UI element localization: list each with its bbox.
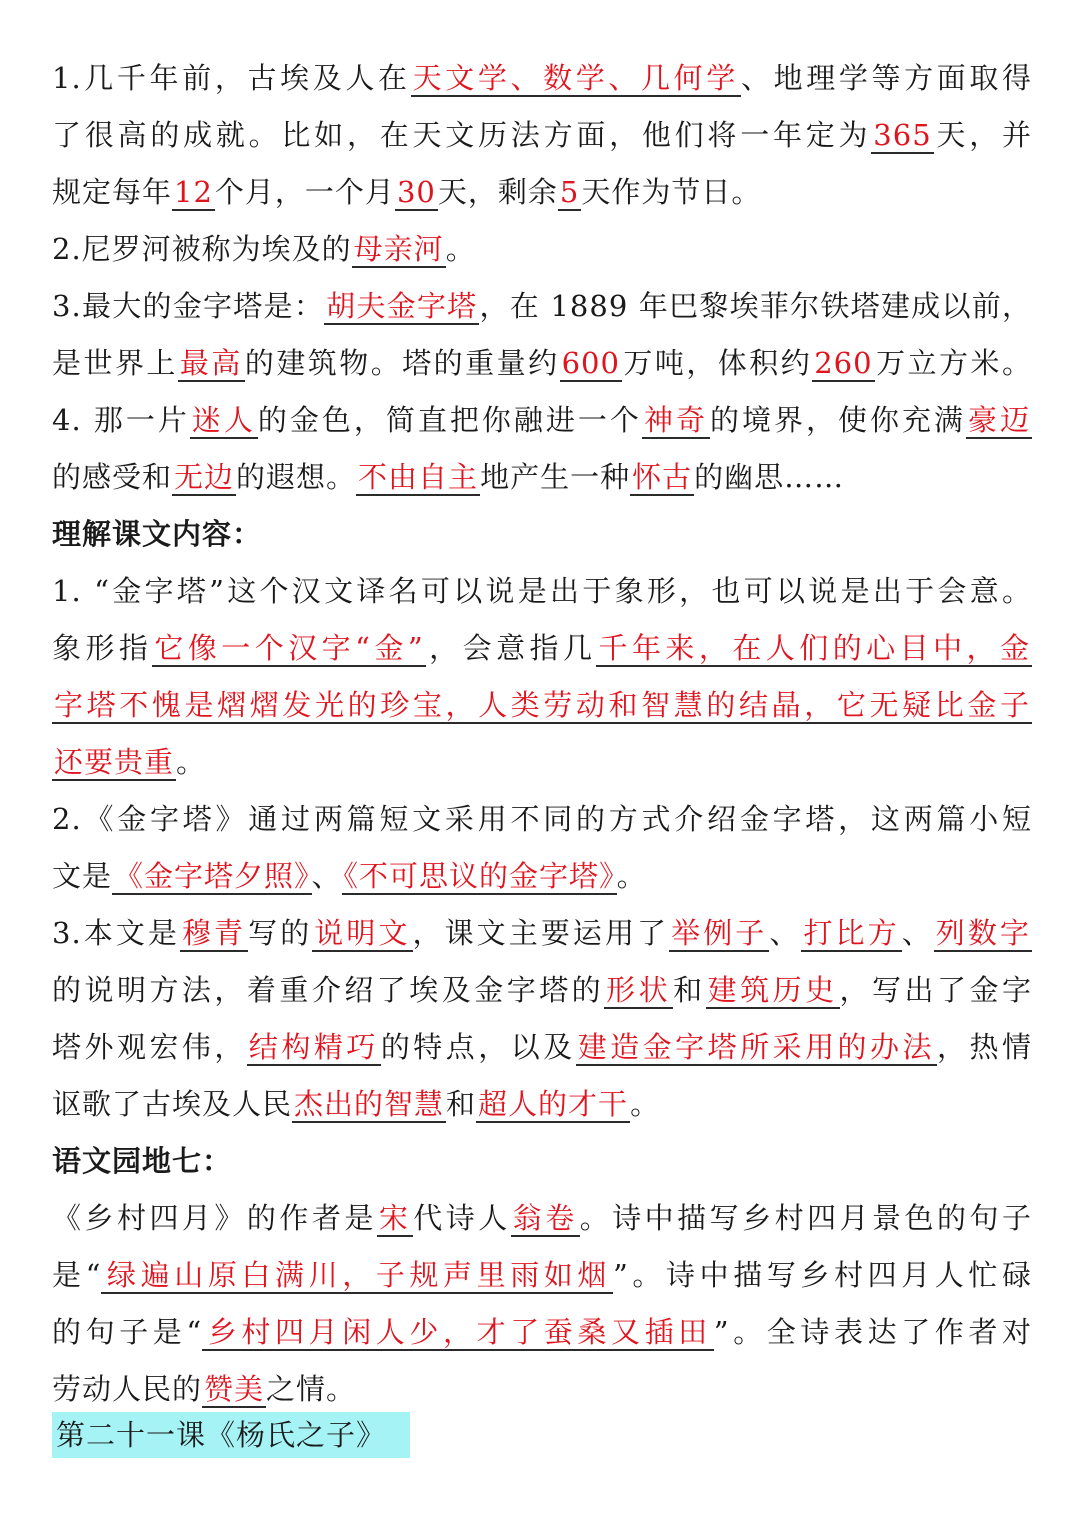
answer-blank: 还要贵重 — [54, 745, 175, 779]
answer-blank: 豪迈 — [967, 403, 1030, 437]
text-line — [52, 172, 1032, 212]
line-text: 和 — [673, 973, 706, 1007]
answer-blank: 母亲河 — [353, 232, 444, 266]
text-line — [52, 571, 1032, 611]
answer-blank: 30 — [396, 175, 436, 209]
line-text: 讴歌了古埃及人民 — [52, 1087, 293, 1121]
answer-blank: 怀古 — [632, 460, 693, 494]
answer-blank: 说明文 — [314, 916, 411, 950]
line-text: 了很高的成就。比如，在天文历法方面，他们将一年定为 — [52, 118, 872, 152]
line-text: 的金色，简直把你融进一个 — [257, 403, 642, 437]
answer-blank: 结构精巧 — [248, 1030, 379, 1064]
line-text: 理解课文内容： — [52, 517, 263, 551]
line-text: 3.最大的金字塔是： — [52, 289, 325, 323]
answer-blank: 600 — [561, 346, 620, 380]
answer-blank: 杰出的智慧 — [294, 1087, 445, 1121]
text-line — [52, 58, 1032, 98]
line-text: 、 — [769, 916, 802, 950]
answer-blank: 365 — [873, 118, 932, 152]
line-text: 3.本文是 — [52, 916, 180, 950]
line-text: 天作为节日。 — [581, 175, 762, 209]
answer-blank: 建筑历史 — [707, 973, 838, 1007]
answer-blank: 迷人 — [191, 403, 256, 437]
text-line — [52, 685, 1032, 725]
line-text: 的建筑物。塔的重量约 — [244, 346, 560, 380]
answer-blank: 超人的才干 — [478, 1087, 629, 1121]
answer-blank: 建造金字塔所采用的办法 — [577, 1030, 935, 1064]
line-text: 的特点，以及 — [380, 1030, 576, 1064]
line-text: 万吨，体积约 — [621, 346, 813, 380]
text-line — [52, 1312, 1032, 1352]
line-text: 1.几千年前，古埃及人在 — [52, 61, 411, 95]
text-line — [52, 115, 1032, 155]
answer-blank: 12 — [174, 175, 213, 209]
line-text: 2.《金字塔》通过两篇短文采用不同的方式介绍金字塔，这两篇小短 — [52, 802, 1032, 836]
line-text: 、 — [311, 859, 342, 893]
text-line — [52, 913, 1032, 953]
line-text: 文是 — [52, 859, 113, 893]
line-text: 代诗人 — [413, 1201, 511, 1235]
line-text: 的句子是“ — [52, 1315, 203, 1349]
line-text: 天，并 — [933, 118, 1032, 152]
answer-blank: 翁卷 — [512, 1201, 578, 1235]
text-line — [52, 856, 1032, 896]
line-text: 和 — [446, 1087, 477, 1121]
answer-blank: 千年来，在人们的心目中，金 — [598, 631, 1030, 665]
line-text: 规定每年 — [52, 175, 173, 209]
line-text: 的境界，使你充满 — [709, 403, 966, 437]
text-line — [52, 1141, 1032, 1181]
line-text: ，会意指几 — [425, 631, 597, 665]
line-text: 写的 — [248, 916, 313, 950]
answer-blank: 穆青 — [181, 916, 247, 950]
text-line — [52, 1369, 1032, 1409]
line-text: 。诗中描写乡村四月景色的句子 — [579, 1201, 1032, 1235]
line-text: 劳动人民的 — [52, 1372, 203, 1406]
text-line — [52, 742, 1032, 782]
text-line — [52, 514, 1032, 554]
line-text: ，在 1889 年巴黎埃菲尔铁塔建成以前， — [479, 289, 1032, 323]
line-text: 《乡村四月》的作者是 — [52, 1201, 377, 1235]
answer-blank: 5 — [559, 175, 580, 209]
text-line — [52, 1027, 1032, 1067]
answer-blank: 《不可思议的金字塔》 — [343, 859, 615, 893]
line-text: ”。诗中描写乡村四月人忙碌 — [613, 1258, 1032, 1292]
line-text: 1. “金字塔”这个汉文译名可以说是出于象形，也可以说是出于会意。 — [52, 574, 1032, 608]
line-text: 的遐想。 — [236, 460, 357, 494]
line-text: 的说明方法，着重介绍了埃及金字塔的 — [52, 973, 605, 1007]
answer-blank: 无边 — [174, 460, 235, 494]
line-text: ”。全诗表达了作者对 — [713, 1315, 1032, 1349]
answer-blank: 宋 — [378, 1201, 412, 1235]
line-text: 2.尼罗河被称为埃及的 — [52, 232, 352, 266]
text-line — [52, 343, 1032, 383]
answer-blank: 字塔不愧是熠熠发光的珍宝，人类劳动和智慧的结晶，它无疑比金子 — [54, 688, 1030, 722]
line-text: 地产生一种 — [480, 460, 631, 494]
line-text: 、 — [901, 916, 934, 950]
answer-blank: 最高 — [179, 346, 243, 380]
answer-blank: 举例子 — [671, 916, 768, 950]
line-text: ，写出了金字 — [839, 973, 1032, 1007]
text-line — [52, 400, 1032, 440]
line-text: 语文园地七： — [52, 1144, 233, 1178]
answer-blank: 胡夫金字塔 — [326, 289, 478, 323]
text-line — [52, 628, 1032, 668]
line-text: 、地理学等方面取得 — [740, 61, 1032, 95]
line-text: 的感受和 — [52, 460, 173, 494]
answer-blank: 绿遍山原白满川，子规声里雨如烟 — [103, 1258, 611, 1292]
answer-blank: 赞美 — [204, 1372, 265, 1406]
answer-blank: 打比方 — [803, 916, 900, 950]
line-text: 。 — [630, 1087, 661, 1121]
line-text: 。 — [176, 745, 207, 779]
answer-blank: 不由自主 — [358, 460, 479, 494]
line-text: ，热情 — [936, 1030, 1032, 1064]
answer-blank: 神奇 — [643, 403, 708, 437]
line-text: 是“ — [52, 1258, 102, 1292]
answer-blank: 形状 — [606, 973, 672, 1007]
lesson-21-heading: 第二十一课《杨氏之子》 — [52, 1412, 410, 1458]
line-text: 之情。 — [266, 1372, 357, 1406]
text-line — [52, 457, 1032, 497]
text-line — [52, 1084, 1032, 1124]
line-text: 万立方米。 — [874, 346, 1032, 380]
text-line — [52, 286, 1032, 326]
line-text: 。 — [616, 859, 647, 893]
line-text: 的幽思…… — [694, 460, 845, 494]
answer-blank: 它像一个汉字“金” — [154, 631, 424, 665]
line-text: 象形指 — [52, 631, 153, 665]
answer-blank: 260 — [814, 346, 873, 380]
answer-blank: 《金字塔夕照》 — [114, 859, 310, 893]
line-text: 是世界上 — [52, 346, 178, 380]
text-line — [52, 799, 1032, 839]
answer-blank: 列数字 — [935, 916, 1030, 950]
line-text: 天，剩余 — [437, 175, 558, 209]
text-line — [52, 1255, 1032, 1295]
text-line — [52, 229, 1032, 269]
line-text: 个月，一个月 — [214, 175, 395, 209]
line-text: 。 — [445, 232, 476, 266]
line-text: ，课文主要运用了 — [412, 916, 670, 950]
text-line — [52, 970, 1032, 1010]
answer-blank: 乡村四月闲人少，才了蚕桑又插田 — [204, 1315, 712, 1349]
line-text: 4. 那一片 — [52, 403, 190, 437]
line-text: 塔外观宏伟， — [52, 1030, 247, 1064]
answer-blank: 天文学、数学、几何学 — [412, 61, 739, 95]
text-line — [52, 1198, 1032, 1238]
